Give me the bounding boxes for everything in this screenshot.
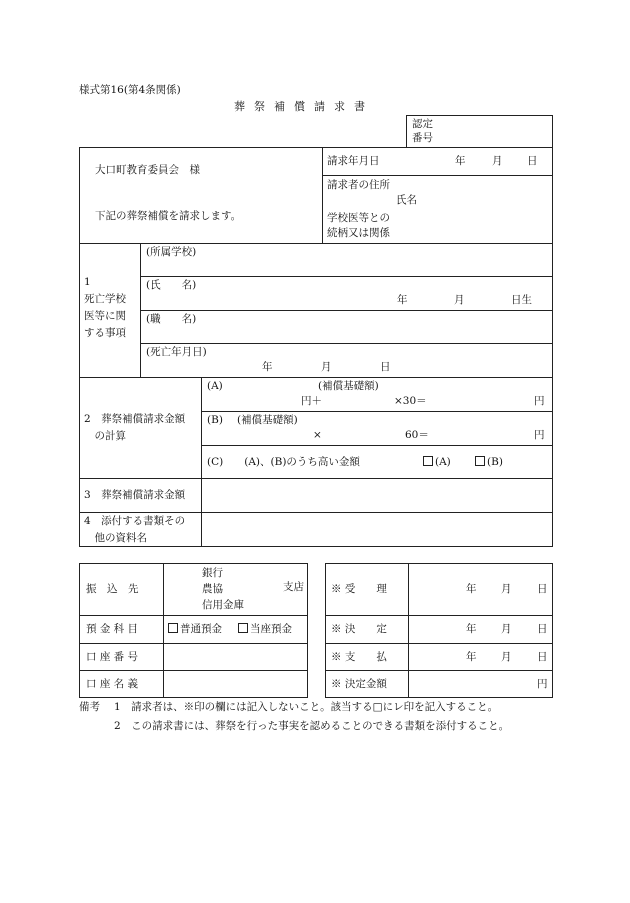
deceased-name-label: (氏 名) [146,279,197,291]
account-number-label: 口 座 番 号 [86,651,139,663]
relation-label-1: 学校医等との [327,212,390,224]
claimant-name-label: 氏名 [396,194,417,206]
payment-month: 月 [501,651,512,663]
section4-label: 4 添付する書類その 他の資料名 [84,515,186,544]
transfer-label: 振 込 先 [86,583,139,595]
receipt-year: 年 [466,583,477,595]
option-b-checkbox[interactable] [475,456,485,466]
ordinary-deposit-label: 普通預金 [180,623,222,635]
decision-day: 日 [537,623,548,635]
formula-b-base-label: (補償基礎額) [237,414,298,426]
ordinary-deposit-checkbox[interactable] [168,623,178,633]
branch-label: 支店 [283,581,304,593]
section2-label: 2 葬祭補償請求金額 の計算 [84,413,186,442]
decision-month: 月 [501,623,512,635]
birth-year-label: 年 [397,294,408,306]
death-date-label: (死亡年月日) [146,346,207,358]
institution-types: 銀行 農協 信用金庫 [202,567,244,611]
certification-label-2: 番号 [412,132,433,144]
payment-day: 日 [537,651,548,663]
option-a-label: (A) [435,456,451,468]
decision-year: 年 [466,623,477,635]
decision-label: ※ 決 定 [331,623,387,635]
relation-label-2: 続柄又は関係 [327,227,390,239]
request-month-label: 月 [492,155,503,167]
current-deposit-label: 当座預金 [250,623,292,635]
notes-label: 備考 [79,701,100,713]
payment-label: ※ 支 払 [331,651,387,663]
current-deposit-checkbox[interactable] [238,623,248,633]
note-2: 2 この請求書には、葬祭を行った事実を認めることのできる書類を添付すること。 [114,720,510,732]
job-title-label: (職 名) [146,313,197,325]
school-label: (所属学校) [146,246,197,258]
formula-a-times-30: ×30＝ [394,395,427,407]
address-label: 請求者の住所 [327,179,390,191]
payment-year: 年 [466,651,477,663]
formula-b-sixty: 60＝ [405,429,429,441]
birth-day-label: 日生 [511,294,532,306]
form-number-label: 様式第16(第4条関係) [79,84,181,96]
section3-label: 3 葬祭補償請求金額 [84,489,186,501]
deposit-type-label: 預 金 科 目 [86,623,139,635]
note-1: 1 請求者は、※印の欄には記入しないこと。該当する□にレ印を記入すること。 [114,701,499,713]
ordinary-deposit-option[interactable] [168,623,222,636]
request-statement: 下記の葬祭補償を請求します。 [95,210,242,222]
option-a[interactable] [423,456,451,469]
death-year-label: 年 [262,361,273,373]
certification-label-1: 認定 [412,118,433,130]
account-name-label: 口 座 名 義 [86,678,139,690]
receipt-label: ※ 受 理 [331,583,387,595]
formula-c-text: (C) (A)、(B)のうち高い金額 [207,456,360,468]
formula-a-yen-plus: 円＋ [301,395,322,407]
request-date-label: 請求年月日 [327,155,380,167]
option-a-checkbox[interactable] [423,456,433,466]
formula-a-yen: 円 [534,395,545,407]
section1-label: 1 死亡学校 医等に関 する事項 [84,276,126,339]
formula-b-yen: 円 [534,429,545,441]
decided-amount-label: ※ 決定金額 [331,678,387,690]
formula-b-times: × [313,429,322,441]
page-title: 葬祭補償請求書 [234,100,374,113]
addressee: 大口町教育委員会 様 [95,164,200,176]
formula-a-label: (A) [207,380,223,392]
birth-month-label: 月 [454,294,465,306]
request-year-label: 年 [455,155,466,167]
option-b-label: (B) [487,456,503,468]
option-b[interactable] [475,456,503,469]
formula-b-label: (B) [207,414,223,426]
current-deposit-option[interactable] [238,623,292,636]
request-day-label: 日 [527,155,538,167]
death-day-label: 日 [380,361,391,373]
receipt-month: 月 [501,583,512,595]
formula-a-base-label: (補償基礎額) [318,380,379,392]
receipt-day: 日 [537,583,548,595]
decided-amount-yen: 円 [537,678,548,690]
death-month-label: 月 [321,361,332,373]
